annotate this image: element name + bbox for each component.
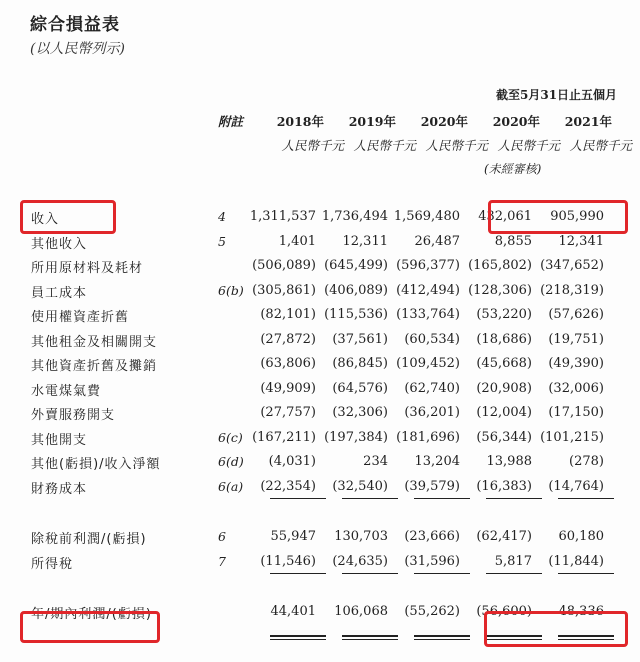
row-value: 1,401 (278, 234, 316, 249)
row-value: 13,988 (486, 454, 532, 469)
subtotal-underline (342, 498, 398, 499)
row-value: 1,736,494 (321, 209, 388, 224)
column-unit: 人民幣千元 (497, 138, 560, 153)
highlight-box-revenue-label (20, 200, 116, 234)
row-value: (115,536) (324, 307, 388, 322)
subtotal-underline (414, 573, 470, 574)
column-year-2020-interim: 2020年 (492, 114, 540, 129)
row-label: 所得稅 (31, 557, 74, 572)
subtotal-underline (270, 498, 326, 499)
row-value: 60,180 (558, 529, 604, 544)
row-value: (305,861) (252, 283, 316, 298)
subtotal-underline (558, 573, 614, 574)
column-unit: 人民幣千元 (425, 138, 488, 153)
table-row (0, 303, 640, 327)
row-value: 5,817 (494, 554, 532, 569)
row-note: 4 (218, 209, 226, 224)
row-value: (49,909) (260, 381, 316, 396)
row-value: 48,336 (558, 604, 604, 619)
row-value: 905,990 (550, 209, 604, 224)
row-label: 使用權資產折舊 (31, 310, 130, 325)
row-value: (406,089) (324, 283, 388, 298)
subtotal-underline (342, 573, 398, 574)
row-label: 財務成本 (31, 482, 88, 497)
total-double-underline (414, 635, 470, 640)
row-value: (218,319) (540, 283, 604, 298)
table-row (0, 328, 640, 352)
row-value: (64,576) (332, 381, 388, 396)
row-value: (412,494) (396, 283, 460, 298)
row-note: 6(b) (218, 283, 244, 298)
row-value: (645,499) (324, 258, 388, 273)
column-year-2018: 2018年 (276, 114, 324, 129)
row-label: 其他租金及相關開支 (31, 335, 158, 350)
row-value: (32,306) (332, 405, 388, 420)
row-value: (60,534) (404, 332, 460, 347)
subtotal-underline (270, 573, 326, 574)
row-value: (4,031) (268, 454, 316, 469)
row-value: (18,686) (476, 332, 532, 347)
row-value: (49,390) (548, 356, 604, 371)
row-value: (347,652) (540, 258, 604, 273)
row-value: (22,354) (260, 479, 316, 494)
row-value: (31,596) (404, 554, 460, 569)
row-value: (62,740) (404, 381, 460, 396)
row-value: (86,845) (332, 356, 388, 371)
table-row (0, 401, 640, 425)
row-value: (62,417) (476, 529, 532, 544)
row-value: (27,757) (260, 405, 316, 420)
row-label: 其他開支 (31, 433, 88, 448)
row-value: 234 (363, 454, 388, 469)
row-label: 所用原材料及耗材 (31, 261, 144, 276)
row-value: (57,626) (548, 307, 604, 322)
row-value: (506,089) (252, 258, 316, 273)
row-value: 13,204 (414, 454, 460, 469)
row-note: 5 (218, 234, 226, 249)
row-value: (56,344) (476, 430, 532, 445)
column-unit: 人民幣千元 (569, 138, 632, 153)
table-row (0, 525, 640, 549)
row-value: (165,802) (468, 258, 532, 273)
subtotal-underline (558, 498, 614, 499)
row-value: (45,668) (476, 356, 532, 371)
row-value: (53,220) (476, 307, 532, 322)
row-value: 12,341 (558, 234, 604, 249)
unaudited-remark: (未經審核) (484, 162, 542, 176)
row-value: (16,383) (476, 479, 532, 494)
row-value: 44,401 (270, 604, 316, 619)
row-note: 6(d) (218, 454, 244, 469)
period-header: 截至5月31日止五個月 (496, 88, 618, 102)
table-row (0, 377, 640, 401)
table-row (0, 475, 640, 499)
row-value: (14,764) (548, 479, 604, 494)
row-value: (23,666) (404, 529, 460, 544)
row-value: 432,061 (478, 209, 532, 224)
row-value: (128,306) (468, 283, 532, 298)
row-note: 7 (218, 554, 226, 569)
row-value: (82,101) (260, 307, 316, 322)
row-value: (11,546) (260, 554, 316, 569)
row-label: 其他資產折舊及攤銷 (31, 359, 158, 374)
column-year-2021-interim: 2021年 (564, 114, 612, 129)
row-label: 其他(虧損)/收入淨額 (31, 457, 161, 472)
row-value: (12,004) (476, 405, 532, 420)
row-value: (101,215) (540, 430, 604, 445)
total-double-underline (342, 635, 398, 640)
row-value: (596,377) (396, 258, 460, 273)
row-label: 員工成本 (31, 286, 88, 301)
row-value: (55,262) (404, 604, 460, 619)
table-row (0, 450, 640, 474)
row-value: (19,751) (548, 332, 604, 347)
table-row (0, 352, 640, 376)
row-value: 26,487 (414, 234, 460, 249)
note-column-header: 附註 (218, 114, 244, 129)
row-value: 1,311,537 (249, 209, 316, 224)
row-value: (37,561) (332, 332, 388, 347)
page-title: 綜合損益表 (30, 15, 120, 35)
row-value: (11,844) (548, 554, 604, 569)
total-double-underline (270, 635, 326, 640)
row-value: (133,764) (396, 307, 460, 322)
row-value: (32,006) (548, 381, 604, 396)
row-value: (20,908) (476, 381, 532, 396)
row-value: (109,452) (396, 356, 460, 371)
table-row (0, 426, 640, 450)
row-value: (27,872) (260, 332, 316, 347)
row-note: 6(a) (218, 479, 244, 494)
highlight-box-profit-values (484, 611, 628, 647)
row-value: (39,579) (404, 479, 460, 494)
row-value: 55,947 (270, 529, 316, 544)
column-year-2020: 2020年 (420, 114, 468, 129)
row-label: 外賣服務開支 (31, 408, 116, 423)
column-year-2019: 2019年 (348, 114, 396, 129)
row-value: (181,696) (396, 430, 460, 445)
row-value: (56,600) (476, 604, 532, 619)
subtotal-underline (486, 498, 542, 499)
row-value: 8,855 (494, 234, 532, 249)
row-label: 其他收入 (31, 237, 88, 252)
row-label: 年/期內利潤/(虧損) (31, 607, 152, 622)
table-row (0, 550, 640, 574)
row-label: 收入 (31, 212, 60, 227)
column-unit: 人民幣千元 (353, 138, 416, 153)
row-value: 106,068 (334, 604, 388, 619)
row-value: (197,384) (324, 430, 388, 445)
row-value: (24,635) (332, 554, 388, 569)
row-value: (32,540) (332, 479, 388, 494)
subtotal-underline (414, 498, 470, 499)
table-row (0, 279, 640, 303)
subtotal-underline (486, 573, 542, 574)
row-value: (36,201) (404, 405, 460, 420)
column-unit: 人民幣千元 (281, 138, 344, 153)
row-value: (167,211) (252, 430, 316, 445)
row-value: (63,806) (260, 356, 316, 371)
highlight-box-revenue-values (488, 200, 628, 234)
row-note: 6 (218, 529, 226, 544)
row-label: 除稅前利潤/(虧損) (31, 532, 147, 547)
row-value: (17,150) (548, 405, 604, 420)
row-value: 1,569,480 (393, 209, 460, 224)
row-label: 水電煤氣費 (31, 384, 102, 399)
row-value: 130,703 (334, 529, 388, 544)
highlight-box-profit-label (20, 611, 160, 643)
currency-subtitle: (以人民幣列示) (30, 41, 125, 57)
table-row (0, 254, 640, 278)
row-note: 6(c) (218, 430, 243, 445)
row-value: 12,311 (342, 234, 388, 249)
row-value: (278) (569, 454, 604, 469)
